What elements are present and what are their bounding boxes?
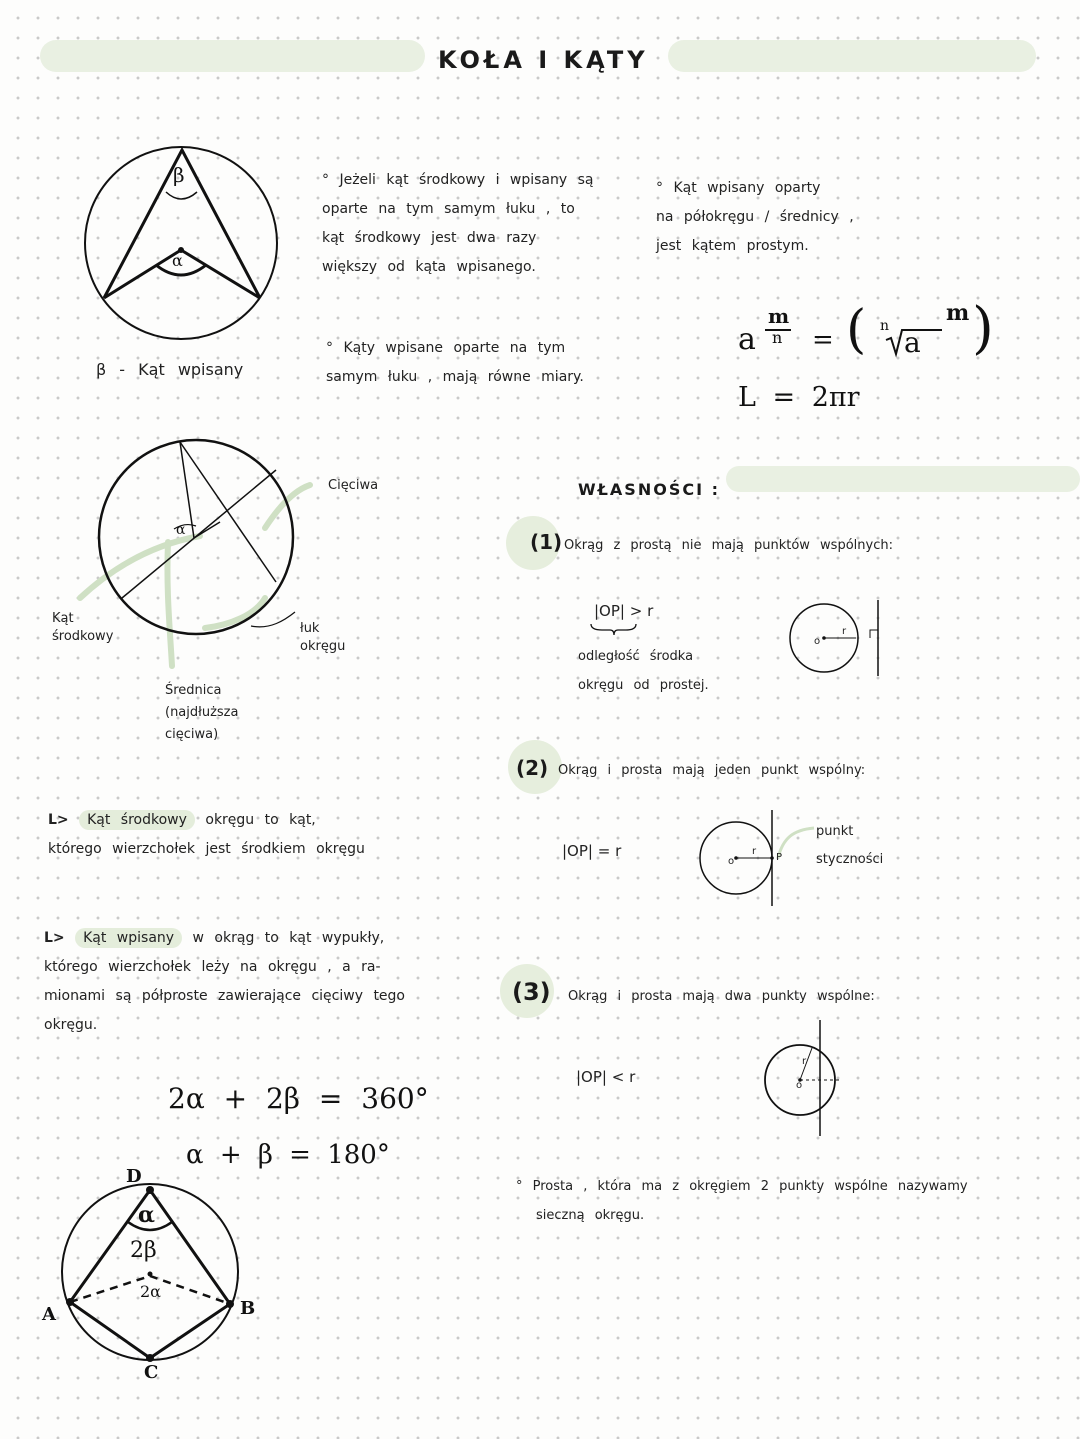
central-angle-label [52,610,113,646]
fig3-alpha-label: α [138,1202,155,1228]
label-line: (najdłuższa [165,705,239,720]
equals-sign: = [812,325,834,355]
definition-line: mionami są półproste zawierające cięciwy tego [44,988,405,1004]
definition-central-angle [48,806,468,864]
label-line: środkowy [52,629,114,644]
fig2-alpha-label: α [176,522,186,538]
property-2-text: Okrąg i prosta mają jeden punkt wspólny: [558,763,866,778]
note-line: samym łuku , mają równe miary. [326,369,584,385]
vertex-d-label: D [126,1166,142,1187]
definition-text: okręgu to kąt, [205,812,316,828]
fig1-caption: β - Kąt wpisany [96,360,244,379]
note-line: sieczną okręgu. [536,1208,645,1223]
root-index: n [880,318,890,334]
arc-label [300,620,345,656]
label-line: łuk [300,621,320,636]
alpha-label: α [172,251,183,270]
power-den: n [772,328,783,347]
label-line: okręgu [300,639,346,654]
property-2-diagram [698,808,828,908]
vertex-c-label: C [144,1362,159,1383]
equation-sum-360: 2α + 2β = 360° [168,1082,429,1115]
equation-sum-180: α + β = 180° [186,1140,390,1170]
note-line: na półokręgu / średnicy , [656,209,854,225]
term-inscribed-angle: Kąt wpisany [75,928,182,948]
property-1-brace [590,622,638,636]
diameter-label [165,680,238,746]
property-1-o-label: o [814,636,821,647]
power-num: m [768,304,790,328]
property-3-number: (3) [512,978,551,1006]
property-2-p-label: P [776,852,783,863]
vertex-b-label: B [240,1298,256,1319]
note-central-vs-inscribed [322,166,622,282]
paren-close: ) [972,296,994,361]
power-base: a [738,322,756,357]
note-line: jest kątem prostym. [656,238,809,254]
vertex-a-label: A [42,1304,56,1325]
definition-line [48,806,468,835]
label-line: Kąt [52,611,74,626]
fig3-two-beta-label: 2β [130,1238,157,1263]
property-3-text: Okrąg i prosta mają dwa punkty wspólne: [568,989,875,1004]
tangency-point-label [816,818,883,874]
property-2-r-label: r [752,846,757,857]
beta-label: β [173,163,185,187]
definition-line [44,924,474,953]
note-line: odległość środka [578,649,694,664]
fig3-two-alpha-label: 2α [140,1282,161,1301]
property-3-diagram [760,1018,860,1138]
note-right-angle [656,174,916,261]
definition-inscribed-angle [44,924,474,1040]
property-1-brace-note [578,642,709,700]
root-exponent: m [946,300,970,326]
label-line: cięciwa) [165,727,219,742]
property-2-o-label: o [728,856,735,867]
note-line: oparte na tym samym łuku , to [322,201,575,217]
arrow-icon: L> [44,930,65,946]
property-1-text: Okrąg z prostą nie mają punktów wspólnych: [564,538,893,553]
page-title: KOŁA I KĄTY [438,46,649,74]
note-equal-inscribed [326,334,626,392]
term-central-angle: Kąt środkowy [79,810,195,830]
property-2-number: (2) [516,756,549,780]
property-3-o-label: o [796,1080,803,1091]
property-3-formula: |OP| < r [576,1068,636,1086]
definition-line: którego wierzchołek leży na okręgu , a ra- [44,959,381,975]
note-line: ° Kąt wpisany oparty [656,180,821,196]
definition-line: okręgu. [44,1017,98,1033]
property-1-diagram [786,598,886,678]
chord-label: Cięciwa [328,478,379,493]
properties-heading: WŁASNOŚCI : [578,480,721,499]
definition-line: którego wierzchołek jest środkiem okręgu [48,841,365,857]
title-band-right [668,40,1036,72]
title-band-left [40,40,425,72]
note-line: kąt środkowy jest dwa razy [322,230,537,246]
note-line: ° Prosta , która ma z okręgiem 2 punkty wspólne nazywamy [516,1179,968,1194]
property-1-formula: |OP| > r [594,602,654,620]
note-line: okręgu od prostej. [578,678,709,693]
properties-band [726,466,1080,492]
label-line: punkt [816,824,854,839]
label-line: styczności [816,852,884,867]
note-line: ° Kąty wpisane oparte na tym [326,340,566,356]
note-line: większy od kąta wpisanego. [322,259,536,275]
definition-text: w okrąg to kąt wypukły, [192,930,385,946]
property-1-r-label: r [842,626,847,637]
figure-cyclic-quadrilateral [60,1180,250,1370]
label-line: Średnica [165,683,222,698]
note-line: ° Jeżeli kąt środkowy i wpisany są [322,172,594,188]
arrow-icon: L> [48,812,69,828]
root-radicand: a [904,326,921,359]
property-1-number: (1) [530,530,563,554]
secant-note [516,1172,968,1230]
property-3-r-label: r [802,1056,807,1067]
paren-open: ( [846,300,867,360]
circumference-formula: L = 2πr [738,382,860,413]
property-2-formula: |OP| = r [562,842,622,860]
